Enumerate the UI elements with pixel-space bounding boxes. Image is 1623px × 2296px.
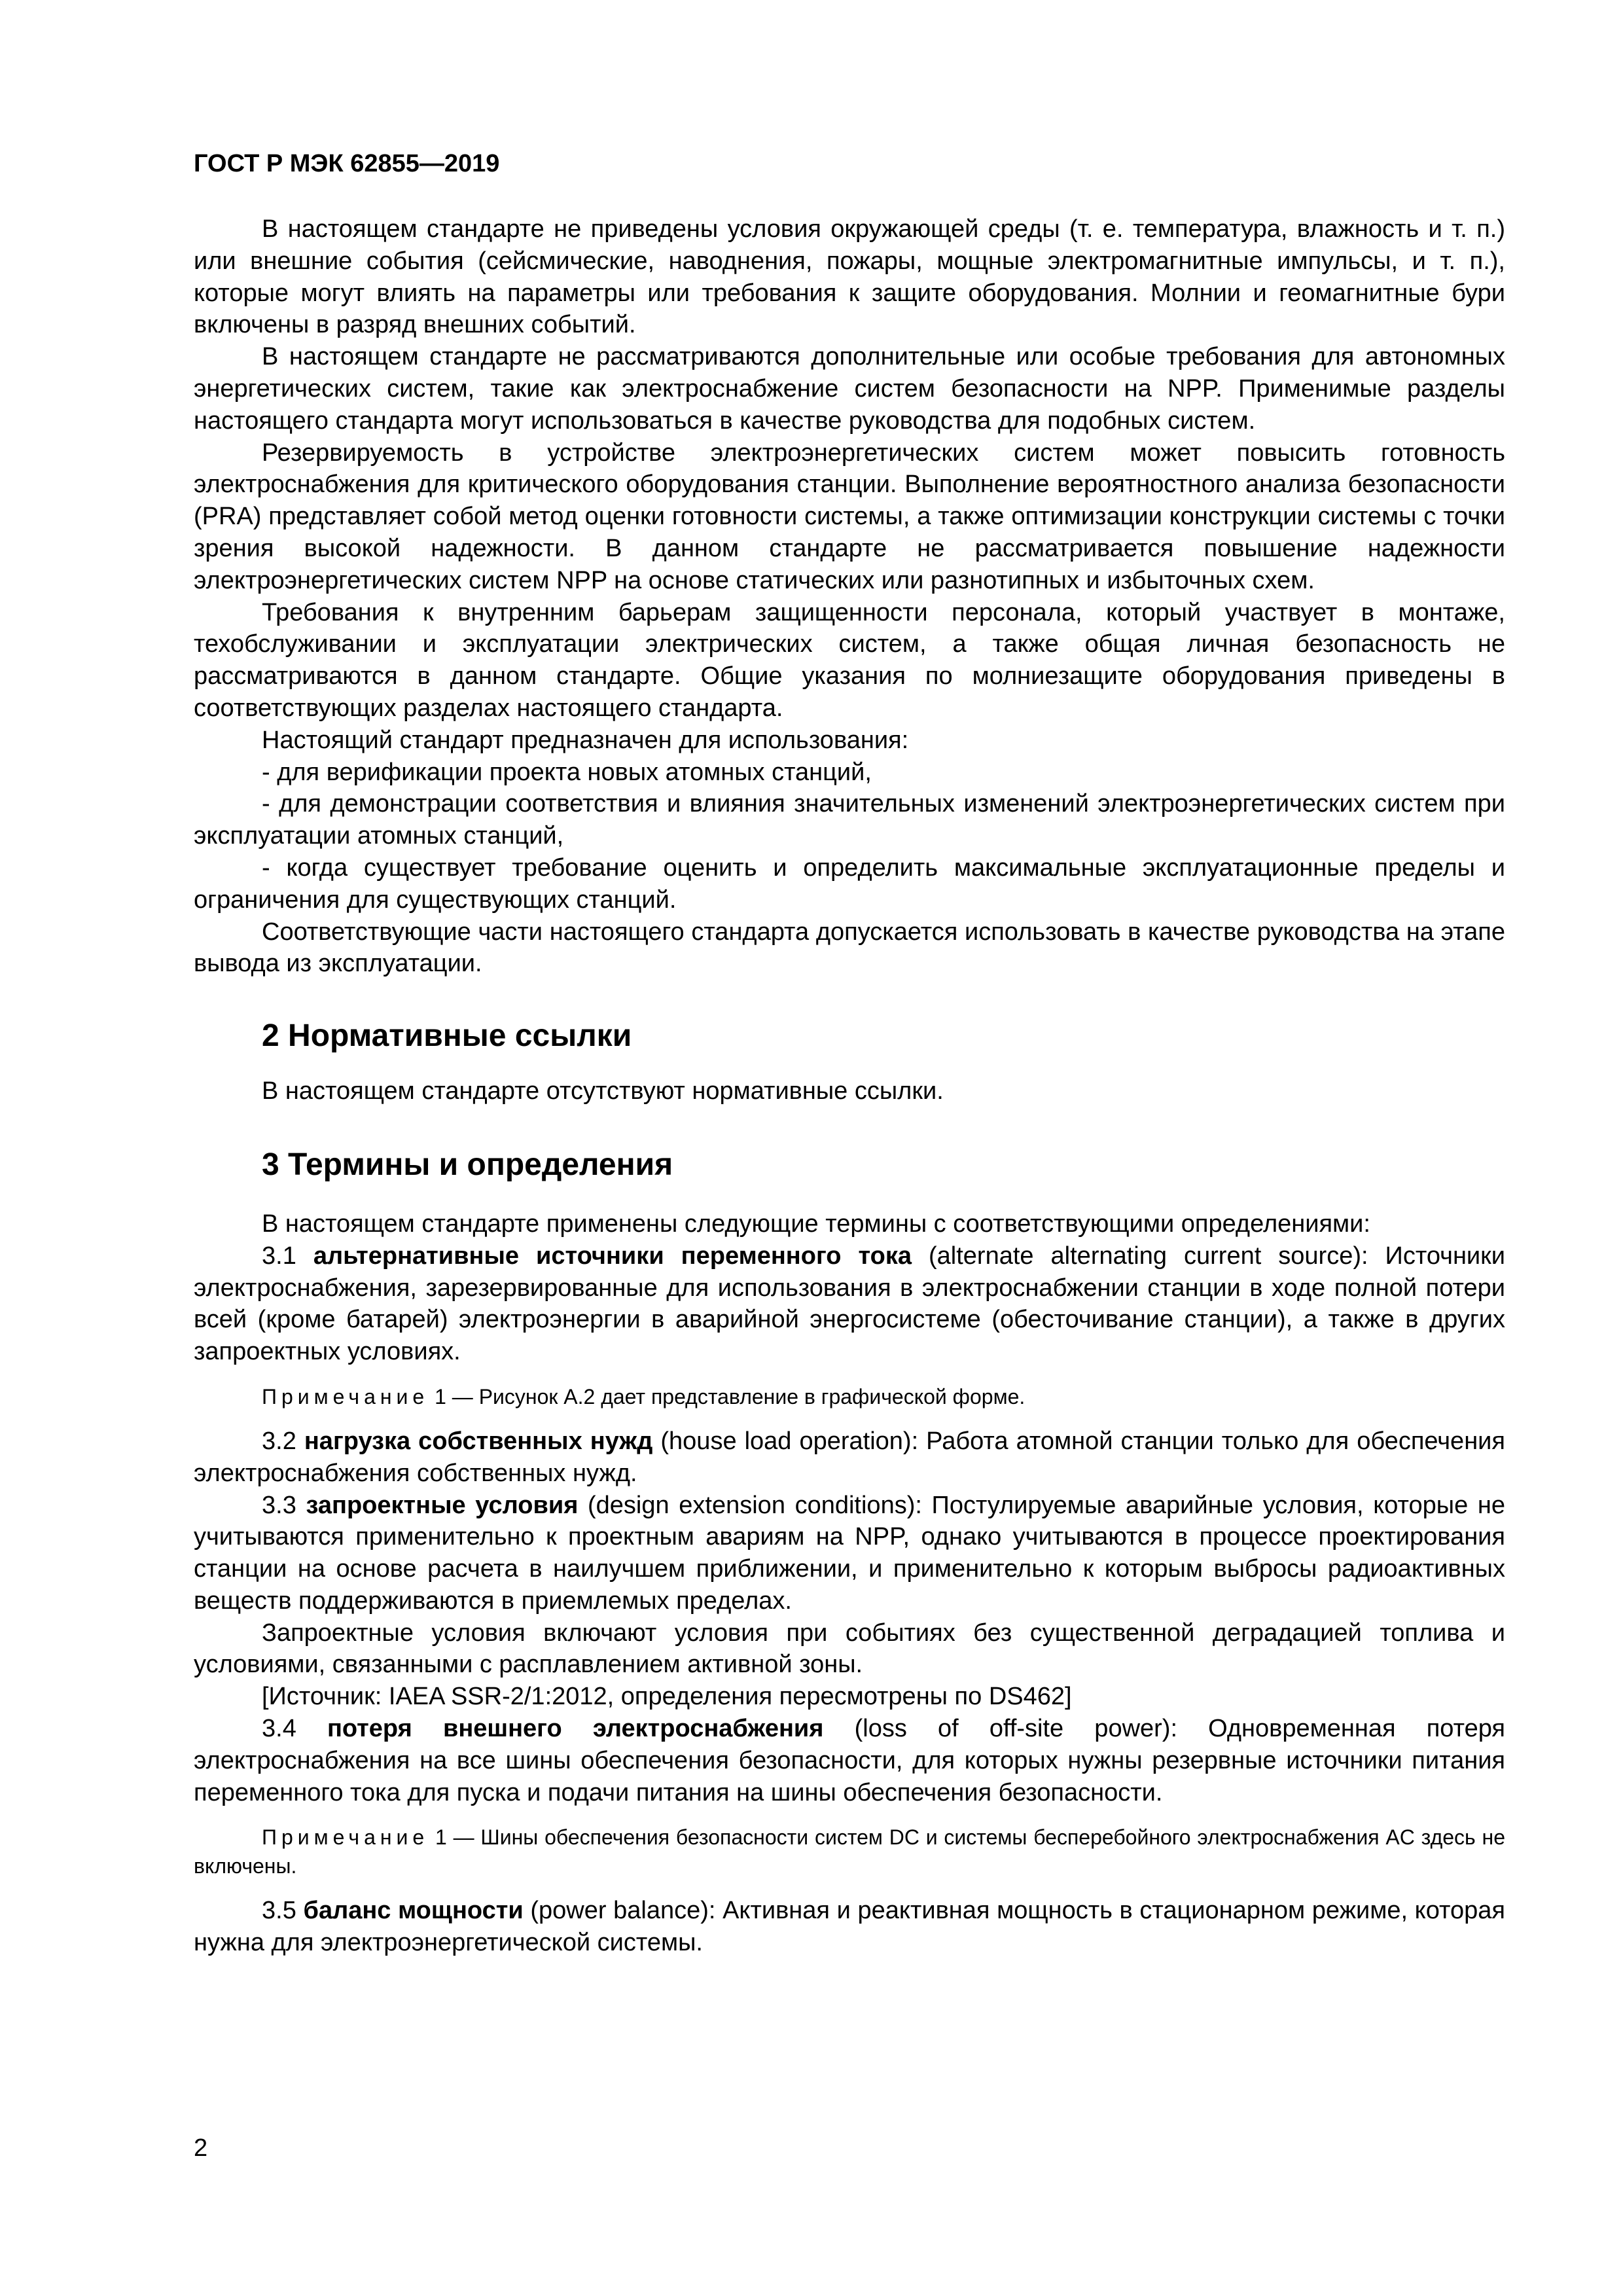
term-definition: (alternate alternating current source): Источники электроснабжения, зарезервированные для использования в электроснабжении станции в ходе полной потери всей (кроме батарей) электроэнергии в аварийной энергосистеме (обесточивание станции), а также в других запроектных условиях.	[194, 1242, 1506, 1366]
intro-paragraph-1: В настоящем стандарте не приведены условия окружающей среды (т. е. температура, влажность и т. п.) или внешние события (сейсмические, наводнения, пожары, мощные электромагнитные импульсы, и т. п.), которые могут влиять на параметры или требования к защите оборудования. Молнии и геомагнитные бури включены в разряд внешних событий.	[194, 215, 1505, 339]
document-header: ГОСТ Р МЭК 62855—2019	[194, 150, 500, 177]
term-definition: (power balance): Активная и реактивная мощность в стационарном режиме, которая нужна для электроэнергетической системы.	[194, 1897, 1505, 1957]
term-3-3	[194, 1490, 1505, 1617]
term-number: 3.4	[262, 1715, 327, 1743]
term-title: нагрузка собственных нужд	[304, 1427, 653, 1455]
note-3-4	[194, 1823, 1505, 1880]
section-2-text: В настоящем стандарте отсутствуют нормативные ссылки.	[262, 1077, 944, 1105]
term-number: 3.2	[262, 1427, 304, 1455]
note-label: Примечание	[262, 1384, 429, 1408]
note-3-1	[194, 1382, 1505, 1411]
term-definition: (loss of off-site power): Одновременная потеря электроснабжения на все шины обеспечения безопасности, для которых нужны резервные источники питания переменного тока для пуска и подачи питания на шины обеспечения безопасности.	[194, 1715, 1505, 1806]
term-number: 3.3	[262, 1491, 306, 1519]
section-2-heading: 2 Нормативные ссылки	[262, 1018, 632, 1054]
list-item-1: - для верификации проекта новых атомных станций,	[262, 758, 872, 786]
term-title: альтернативные источники переменного тока	[313, 1242, 912, 1270]
list-item-2: - для демонстрации соответствия и влияния значительных изменений электроэнергетических систем при эксплуатации атомных станций,	[194, 790, 1505, 850]
intro-paragraph-5: Настоящий стандарт предназначен для использования:	[262, 726, 909, 754]
term-3-3-source: [Источник: IAEA SSR-2/1:2012, определения пересмотрены по DS462]	[262, 1683, 1072, 1711]
section-3-intro: В настоящем стандарте применены следующие термины с соответствующими определениями:	[262, 1210, 1370, 1238]
term-number: 3.5	[262, 1897, 304, 1925]
note-text: 1 — Шины обеспечения безопасности систем DC и системы бесперебойного электроснабжения AC здесь не включены.	[194, 1825, 1505, 1878]
intro-paragraph-6: Соответствующие части настоящего стандарта допускается использовать в качестве руководства на этапе вывода из эксплуатации.	[194, 918, 1505, 978]
note-label: Примечание	[262, 1825, 429, 1850]
document-page	[194, 148, 1505, 1959]
term-3-3-extra: Запроектные условия включают условия при событиях без существенной деградацией топлива и условиями, связанными с расплавлением активной зоны.	[194, 1619, 1505, 1679]
term-definition: (house load operation): Работа атомной станции только для обеспечения электроснабжения собственных нужд.	[194, 1427, 1505, 1487]
term-3-4	[194, 1713, 1505, 1808]
term-title: потеря внешнего электроснабжения	[327, 1715, 824, 1743]
term-number: 3.1	[262, 1242, 313, 1270]
page-number: 2	[194, 2134, 208, 2162]
term-title: запроектные условия	[306, 1491, 579, 1519]
term-definition: (design extension conditions): Постулируемые аварийные условия, которые не учитываются применительно к проектным авариям на NPP, однако учитываются в процессе проектирования станции на основе расчета в наилучшем приближении, и применительно к которым выбросы радиоактивных веществ поддерживаются в приемлемых пределах.	[194, 1491, 1505, 1615]
term-title: баланс мощности	[303, 1897, 524, 1925]
term-3-1	[194, 1240, 1505, 1368]
section-3-heading: 3 Термины и определения	[262, 1147, 673, 1182]
intro-paragraph-2: В настоящем стандарте не рассматриваются дополнительные или особые требования для автономных энергетических систем, такие как электроснабжение систем безопасности на NPP. Применимые разделы настоящего стандарта могут использоваться в качестве руководства для подобных систем.	[194, 343, 1505, 435]
term-3-2	[194, 1426, 1505, 1490]
intro-paragraph-3: Резервируемость в устройстве электроэнергетических систем может повысить готовность электроснабжения для критического оборудования станции. Выполнение вероятностного анализа безопасности (PRA) представляет собой метод оценки готовности системы, а также оптимизации конструкции системы с точки зрения высокой надежности. В данном стандарте не рассматривается повышение надежности электроэнергетических систем NPP на основе статических или разнотипных и избыточных схем.	[194, 439, 1505, 594]
list-item-3: - когда существует требование оценить и определить максимальные эксплуатационные пределы и ограничения для существующих станций.	[194, 853, 1505, 914]
intro-paragraph-4: Требования к внутренним барьерам защищенности персонала, который участвует в монтаже, техобслуживании и эксплуатации электрических систем, а также общая личная безопасность не рассматриваются в данном стандарте. Общие указания по молниезащите оборудования приведены в соответствующих разделах настоящего стандарта.	[194, 598, 1505, 722]
term-3-5	[194, 1895, 1505, 1959]
note-text: 1 — Рисунок А.2 дает представление в графической форме.	[429, 1384, 1026, 1408]
